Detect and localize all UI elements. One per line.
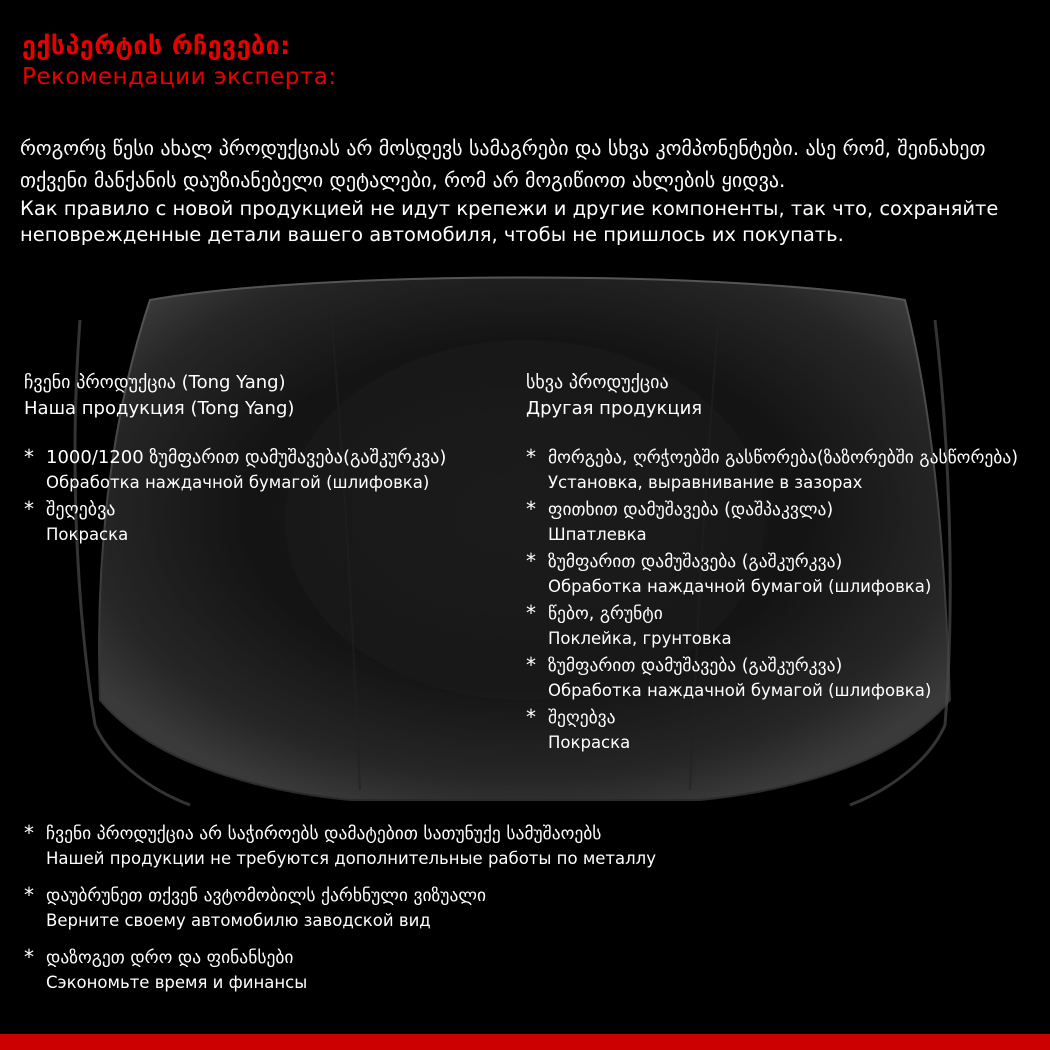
benefits-list (24, 820, 1024, 1006)
step-text-georgian: 1000/1200 ზუმფარით დამუშავება(გაშკურკვა) (46, 447, 447, 468)
bullet-asterisk: * (526, 549, 536, 573)
footer-red-bar (0, 1034, 1050, 1050)
page-title-georgian: ექსპერტის რჩევები: (22, 31, 291, 60)
benefit-text-georgian: ჩვენი პროდუქცია არ საჭიროებს დამატებით სათუნუქე სამუშაოებს (46, 824, 602, 844)
intro-text-georgian: როგორც წესი ახალ პროდუქციას არ მოსდევს სამაგრები და სხვა კომპონენტები. ასე რომ, შეინახეთ თქვენი მანქანის დაუზიანებელი დეტალები, რომ არ მოგიწიოთ ახლების ყიდვა. (20, 136, 986, 192)
bullet-asterisk: * (24, 821, 34, 845)
title-block (22, 30, 337, 92)
our-product-heading-russian: Наша продукция (Tong Yang) (24, 398, 295, 419)
benefit-text-russian: Верните своему автомобилю заводской вид (46, 911, 431, 930)
bullet-asterisk: * (526, 497, 536, 521)
list-item (526, 704, 1036, 756)
benefit-text-georgian: დაუბრუნეთ თქვენ ავტომობილს ქარხნული ვიზუალი (46, 886, 487, 906)
other-product-heading-georgian: სხვა პროდუქცია (526, 372, 669, 393)
list-item (24, 820, 1024, 872)
benefit-text-russian: Нашей продукции не требуются дополнительные работы по металлу (46, 849, 656, 868)
step-text-russian: Покраска (548, 733, 631, 752)
list-item (526, 548, 1036, 600)
other-product-heading-russian: Другая продукция (526, 398, 703, 419)
bullet-asterisk: * (24, 497, 34, 521)
list-item (526, 600, 1036, 652)
step-text-georgian: ფითხით დამუშავება (დაშპაკვლა) (548, 500, 834, 520)
step-text-georgian: შეღებვა (46, 499, 116, 520)
step-text-georgian: ზუმფარით დამუშავება (გაშკურკვა) (548, 552, 843, 572)
step-text-russian: Обработка наждачной бумагой (шлифовка) (548, 577, 932, 596)
other-product-column (526, 370, 1036, 756)
step-text-georgian: შეღებვა (548, 708, 616, 728)
list-item (526, 444, 1036, 496)
bullet-asterisk: * (24, 445, 34, 469)
step-text-russian: Обработка наждачной бумагой (шлифовка) (548, 681, 932, 700)
intro-text-russian: Как правило с новой продукцией не идут крепежи и другие компоненты, так что, сохраняйте неповрежденные детали вашего автомобиля, чтобы не пришлось их покупать. (20, 197, 999, 246)
step-text-russian: Покраска (46, 525, 129, 544)
bullet-asterisk: * (526, 705, 536, 729)
step-text-georgian: წებო, გრუნტი (548, 604, 663, 624)
our-product-column (24, 370, 504, 548)
bullet-asterisk: * (24, 945, 34, 969)
benefit-text-georgian: დაზოგეთ დრო და ფინანსები (46, 948, 294, 968)
step-text-russian: Поклейка, грунтовка (548, 629, 732, 648)
other-product-steps (526, 444, 1036, 756)
our-product-heading-georgian: ჩვენი პროდუქცია (Tong Yang) (24, 372, 286, 393)
bullet-asterisk: * (526, 653, 536, 677)
page-title-russian: Рекомендации эксперта: (22, 64, 337, 90)
step-text-russian: Обработка наждачной бумагой (шлифовка) (46, 473, 430, 492)
step-text-russian: Установка, выравнивание в зазорах (548, 473, 863, 492)
list-item (24, 882, 1024, 934)
list-item (24, 444, 504, 496)
our-product-steps (24, 444, 504, 548)
bullet-asterisk: * (526, 445, 536, 469)
list-item (24, 944, 1024, 996)
list-item (526, 496, 1036, 548)
list-item (526, 652, 1036, 704)
intro-paragraph (20, 132, 1030, 248)
bullet-asterisk: * (526, 601, 536, 625)
step-text-georgian: მორგება, ღრჭოებში გასწორება(ზაზორებში გასწორება) (548, 448, 1019, 468)
list-item (24, 496, 504, 548)
bullet-asterisk: * (24, 883, 34, 907)
step-text-georgian: ზუმფარით დამუშავება (გაშკურკვა) (548, 656, 843, 676)
step-text-russian: Шпатлевка (548, 525, 647, 544)
benefit-text-russian: Сэкономьте время и финансы (46, 973, 308, 992)
